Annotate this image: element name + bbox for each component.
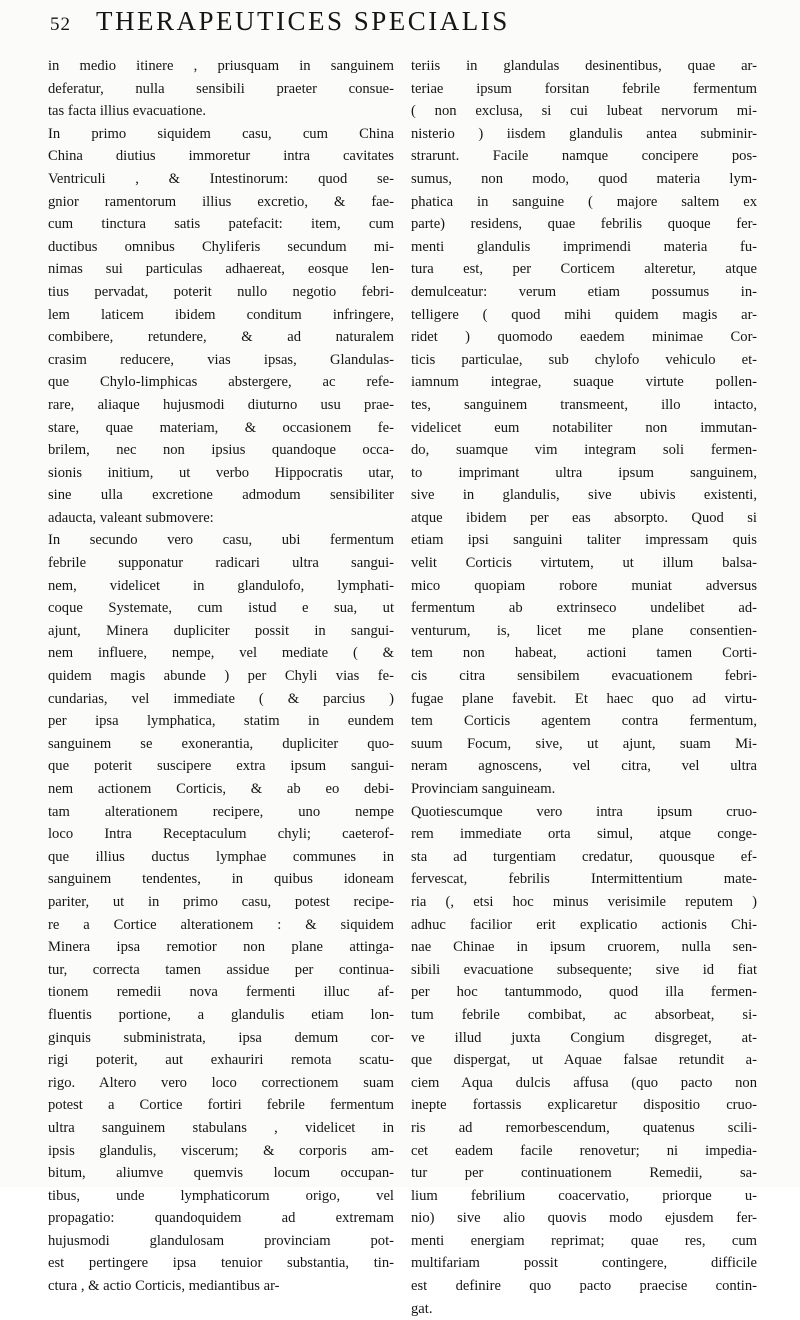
right-column-line: ciem Aqua dulcis affusa (quo pacto non (411, 1074, 757, 1091)
left-column-line: sanguinem se exonerantia, dupliciter quo- (48, 735, 394, 752)
left-column-line: coque Systemate, cum istud e sua, ut (48, 600, 394, 617)
right-column-line: ridet ) quomodo eaedem minimae Cor- (411, 329, 757, 346)
left-column-line: sionis initium, ut verbo Hippocratis utar, (48, 464, 394, 481)
left-column-line: nimas sui particulas adhaereat, eosque len- (48, 261, 394, 278)
right-column-line: Provinciam sanguineam. (411, 781, 556, 797)
running-head: THERAPEUTICES SPECIALIS (96, 6, 510, 36)
left-column-line: In secundo vero casu, ubi fermentum (48, 532, 394, 549)
right-column-line: est definire quo pacto praecise contin- (411, 1278, 757, 1295)
right-column-line: suum Focum, sive, ut ajunt, suam Mi- (411, 735, 757, 752)
left-column-line: ipsis glandulis, viscerum; & corporis am- (48, 1142, 394, 1159)
right-column-line: adhuc facilior erit explicatio actionis Chi- (411, 916, 757, 933)
left-column-line: hujusmodi glandulosam provinciam pot- (48, 1232, 394, 1249)
right-column-line: menti energiam reprimat; quae res, cum (411, 1232, 757, 1249)
left-column-line: rare, aliaque hujusmodi diuturno usu prae- (48, 396, 394, 413)
right-column-line: nisterio ) iisdem glandulis antea subminir- (411, 125, 757, 142)
right-column-line: tum febrile combibat, ac absorbeat, si- (411, 1006, 757, 1023)
right-column-line: lium febrilium coacervatio, priorque u- (411, 1187, 757, 1204)
left-column-line: brilem, nec non ipsius quandoque occa- (48, 442, 394, 459)
left-column-line: re a Cortice alterationem : & siquidem (48, 916, 394, 933)
right-column-line: ve illud juxta Congium disgreget, at- (411, 1029, 757, 1046)
right-column-line: teriae ipsum forsitan febrile fermentum (411, 80, 757, 97)
left-column-line: tibus, unde lymphaticorum origo, vel (48, 1187, 394, 1204)
right-column-line: inepte fortassis explicaretur dispositio cruo- (411, 1097, 757, 1114)
right-column-line: cet eadem facile renovetur; ni impedia- (411, 1142, 757, 1159)
right-column-line: telligere ( quod mihi quidem magis ar- (411, 306, 757, 323)
left-column-line: nem actionem Corticis, & ab eo debi- (48, 781, 394, 797)
right-column-line: sibili evacuatione subsequente; sive id fiat (411, 961, 757, 978)
left-column-line: rigo. Altero vero loco correctionem suam (48, 1074, 394, 1091)
right-column-line: multifariam possit contingere, difficile (411, 1255, 757, 1272)
left-column-line: fluentis portione, a glandulis etiam lon- (48, 1006, 394, 1023)
right-column-line: tem Corticis agentem contra fermentum, (411, 713, 757, 730)
left-column-line: crasim reducere, vias ipsas, Glandulas- (48, 351, 394, 368)
right-column-line: do, suamque vim integram soli fermen- (411, 442, 757, 459)
left-column-line: potest a Cortice fortiri febrile fermentum (48, 1097, 394, 1114)
right-column-line: neram agnoscens, vel citra, vel ultra (411, 758, 757, 775)
left-column-line: sine ulla excretione admodum sensibiliter (48, 487, 394, 504)
left-column-line: in medio itinere , priusquam in sanguinem (48, 58, 394, 74)
right-column-line: ( non exclusa, si cui lubeat nervorum mi- (411, 103, 757, 120)
right-column-line: teriis in glandulas desinentibus, quae ar- (411, 58, 757, 74)
left-column-line: combibere, retundere, & ad naturalem (48, 329, 394, 346)
right-column-line: parte) residens, quae febrilis quoque fer- (411, 216, 757, 233)
right-column-line: menti glandulis imprimendi materia fu- (411, 238, 757, 255)
left-column-line: propagatio: quandoquidem ad extremam (48, 1210, 394, 1227)
left-column-line: tam alterationem recipere, uno nempe (48, 803, 394, 820)
right-column-line: que dispergat, ut Aquae falsae retundit a- (411, 1052, 757, 1069)
left-column-line: cum tinctura satis patefacit: item, cum (48, 216, 394, 233)
left-column-line: sanguinem tendentes, in quibus idoneam (48, 871, 394, 888)
right-column-line: venturum, is, licet me plane consentien- (411, 622, 757, 639)
left-column-line: que poterit suscipere extra ipsum sangui- (48, 758, 394, 775)
right-column-line: tem non habeat, actioni tamen Corti- (411, 645, 757, 662)
left-column-line: nem, videlicet in glandulofo, lymphati- (48, 577, 394, 594)
right-column-line: ris ad remorbescendum, quatenus scili- (411, 1119, 757, 1136)
left-column-line: China diutius immoretur intra cavitates (48, 148, 394, 165)
left-column-line: tas facta illius evacuatione. (48, 103, 207, 120)
left-column-line: est pertingere ipsa tenuior substantia, tin- (48, 1255, 394, 1272)
left-column-line: Minera ipsa remotior non plane attinga- (48, 939, 394, 956)
left-column-line: febrile supponatur radicari ultra sangui- (48, 555, 394, 572)
left-column-line: loco Intra Receptaculum chyli; caeterof- (48, 826, 394, 843)
left-column-line: que illius ductus lymphae communes in (48, 848, 394, 865)
left-column-line: nem influere, nempe, vel mediate ( & (48, 645, 394, 662)
page-number: 52 (50, 14, 71, 35)
left-column-line: gnior ramentorum illius excretio, & fae- (48, 193, 394, 210)
right-column-line: nio) sive alio quovis modo ejusdem fer- (411, 1210, 757, 1227)
right-column-line: ria (, etsi hoc minus verisimile reputem ) (411, 893, 757, 910)
left-column-line: tius pervadat, poterit nullo negotio febri- (48, 283, 394, 300)
right-column-line: iamnum integrae, suaque virtute pollen- (411, 374, 757, 391)
left-column-line: cundarias, vel immediate ( & parcius ) (48, 690, 394, 707)
right-column-line: mico quopiam robore muniat adversus (411, 577, 757, 594)
right-column-line: fervescat, febrilis Intermittentium mate- (411, 871, 757, 888)
right-column-line: videlicet eum notabiliter non immutan- (411, 419, 757, 436)
right-column-line: fugae plane favebit. Et haec quo ad virtu- (411, 690, 757, 707)
right-column-line: sumus, non modo, quod materia lym- (411, 170, 757, 187)
left-text-column (48, 55, 394, 1298)
left-column-line: adaucta, valeant submovere: (48, 509, 214, 526)
right-column-line: Quotiescumque vero intra ipsum cruo- (411, 803, 757, 820)
left-column-line: rigi poterit, aut exhauriri remota scatu- (48, 1052, 394, 1069)
right-column-line: per hoc tantummodo, quod illa fermen- (411, 984, 757, 1001)
right-column-line: velit Corticis virtutem, ut illum balsa- (411, 555, 757, 572)
left-column-line: ajunt, Minera dupliciter possit in sangui- (48, 622, 394, 639)
right-text-column (411, 55, 757, 1320)
right-column-line: ticis particulae, sub chylofo vehiculo et- (411, 351, 757, 368)
right-column-line: nae Chinae in ipsum cruorem, nulla sen- (411, 939, 757, 956)
left-column-line: lem laticem ibidem conditum infringere, (48, 306, 394, 323)
left-column-line: ctura , & actio Corticis, mediantibus ar- (48, 1278, 280, 1295)
left-column-line: In primo siquidem casu, cum China (48, 125, 394, 142)
right-column-line: fermentum ab extrinseco undelibet ad- (411, 600, 757, 617)
right-column-line: etiam ipsi sanguini taliter impressam quis (411, 532, 757, 549)
right-column-line: gat. (411, 1300, 433, 1317)
page-header (40, 6, 790, 38)
right-column-line: strarunt. Facile namque concipere pos- (411, 148, 757, 165)
left-column-line: per ipsa lymphatica, statim in eundem (48, 713, 394, 730)
right-column-line: to imprimant ultra ipsum sanguinem, (411, 464, 757, 481)
right-column-line: sta ad turgentiam credatur, quousque ef- (411, 848, 757, 865)
left-column-line: tur, correcta tamen assidue per continua- (48, 961, 394, 978)
left-column-line: stare, quae materiam, & occasionem fe- (48, 419, 394, 436)
left-column-line: que Chylo-limphicas abstergere, ac refe- (48, 374, 394, 391)
right-column-line: cis citra sensibilem evacuationem febri- (411, 668, 757, 685)
left-column-line: deferatur, nulla sensibili praeter consue- (48, 80, 394, 97)
right-column-line: tes, sanguinem transmeent, illo intacto, (411, 396, 757, 413)
left-column-line: ginquis subministrata, ipsa demum cor- (48, 1029, 394, 1046)
right-column-line: demulceatur: verum etiam possumus in- (411, 283, 757, 300)
right-column-line: tur per continuationem Remedii, sa- (411, 1165, 757, 1182)
right-column-line: phatica in sanguine ( majore saltem ex (411, 193, 757, 210)
left-column-line: bitum, aliumve quemvis locum occupan- (48, 1165, 394, 1182)
left-column-line: pariter, ut in primo casu, potest recipe- (48, 893, 394, 910)
right-column-line: tura est, per Corticem alteretur, atque (411, 261, 757, 278)
right-column-line: rem immediate orta simul, atque conge- (411, 826, 757, 843)
left-column-line: tionem remedii nova fermenti illuc af- (48, 984, 394, 1001)
left-column-line: ductibus omnibus Chyliferis secundum mi- (48, 238, 394, 255)
left-column-line: Ventriculi , & Intestinorum: quod se- (48, 170, 394, 187)
left-column-line: quidem magis abunde ) per Chyli vias fe- (48, 668, 394, 685)
left-column-line: ultra sanguinem stabulans , videlicet in (48, 1119, 394, 1136)
right-column-line: atque ibidem per eas absorpto. Quod si (411, 509, 757, 526)
right-column-line: sive in glandulis, sive ubivis existenti, (411, 487, 757, 504)
